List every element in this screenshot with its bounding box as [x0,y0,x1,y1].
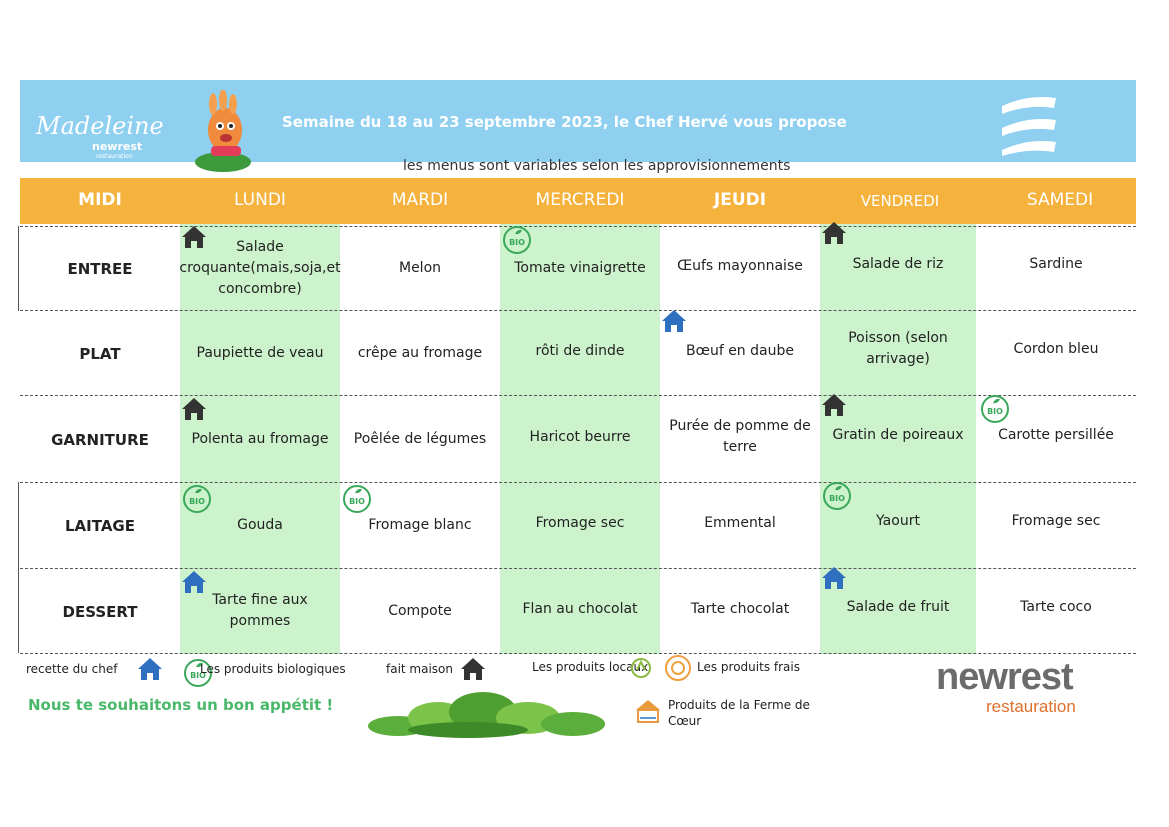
local-products-icon [630,656,652,680]
newrest-small-sub: restauration [96,153,133,160]
menu-cell: Fromage sec [1011,512,1101,529]
house-blue-icon [821,565,847,591]
svg-text:BIO: BIO [349,497,365,506]
menu-cell: Compote [388,602,452,619]
menu-cell: Tarte chocolat [690,600,790,617]
newrest-small-logo: newrest [92,140,143,153]
menu-cell: Haricot beurre [529,428,631,445]
day-header-row [20,178,1136,224]
house-blue-icon [661,308,687,334]
farm-icon [633,696,663,726]
row-label-laitage: LAITAGE [65,517,135,535]
header-day: LUNDI [234,190,286,210]
menu-cell: Polenta au fromage [191,430,329,447]
left-border [18,482,19,653]
legend-chef-label: recette du chef [26,662,118,676]
menu-cell: Gratin de poireaux [832,426,964,443]
menu-cell: Poisson (selon arrivage) [848,330,948,367]
menu-cell: Poêlée de légumes [353,430,487,447]
menu-cell: Paupiette de veau [196,344,324,361]
menu-cell: Flan au chocolat [522,600,638,617]
menu-cell: Salade de riz [852,255,944,272]
header-day: MARDI [391,190,449,210]
house-dark-icon [181,396,207,422]
svg-text:BIO: BIO [190,671,206,680]
menu-cell: Purée de pomme de terre [669,418,811,455]
menu-cell: Tarte coco [1020,598,1092,615]
row-label-garniture: GARNITURE [51,431,149,449]
header-day: JEUDI [713,190,767,210]
svg-text:BIO: BIO [189,497,205,506]
house-blue-icon [181,569,207,595]
legend-locaux-label: Les produits locaux [532,660,649,674]
row-divider [20,653,1136,654]
svg-text:BIO: BIO [987,407,1003,416]
house-dark-icon [460,656,486,682]
menu-cell: Bœuf en daube [686,342,794,359]
fresh-products-icon [664,652,692,684]
row-label-dessert: DESSERT [62,603,138,621]
legend-ferme-label: Produits de la Ferme de Cœur [668,698,810,728]
leaves-decoration [368,690,608,738]
menu-cell: Fromage sec [535,514,625,531]
header-day: VENDREDI [860,192,940,210]
menu-cell: Tarte fine aux pommes [212,592,308,629]
supply-note: les menus sont variables selon les approvisionnements [403,158,791,174]
house-dark-icon [181,224,207,250]
menu-cell: Tomate vinaigrette [514,259,646,276]
left-border [18,226,19,311]
menu-cell: Fromage blanc [368,516,472,533]
header-corner: MIDI [78,190,122,210]
menu-cell: Gouda [237,516,283,533]
bio-icon [182,484,212,514]
bio-icon [502,225,532,255]
row-label-entree: ENTREE [67,260,133,278]
header-day: MERCREDI [535,190,625,210]
svg-text:BIO: BIO [829,494,845,503]
legend-bio-label: Les produits biologiques [200,662,346,676]
row-label-plat: PLAT [79,345,121,363]
banner-title: Semaine du 18 au 23 septembre 2023, le Chef Hervé vous propose [282,113,847,131]
bio-icon [342,484,372,514]
menu-cell: Sardine [1029,255,1083,272]
menu-cell: Salade de fruit [846,598,950,615]
menu-cell: Œufs mayonnaise [677,257,803,274]
bio-icon [980,394,1010,424]
row-divider [20,482,1136,483]
menu-cell: Emmental [704,514,776,531]
svg-text:BIO: BIO [509,238,525,247]
menu-cell: Yaourt [876,512,920,529]
menu-cell: Carotte persillée [998,426,1114,443]
newrest-logo: newrest [936,656,1073,698]
menu-cell: rôti de dinde [535,342,625,359]
house-dark-icon [821,392,847,418]
menu-cell: Salade croquante(mais,soja,et concombre) [179,238,341,297]
menu-cell: Melon [398,259,442,276]
house-blue-icon [137,656,163,682]
header-day: SAMEDI [1026,190,1094,210]
legend-frais-label: Les produits frais [697,660,800,674]
legend-maison-label: fait maison [386,662,454,676]
appetit-message: Nous te souhaitons un bon appétit ! [28,696,334,714]
house-dark-icon [821,220,847,246]
madeleine-logo: Madeleine [36,112,164,140]
newrest-restauration-label: restauration [986,697,1076,716]
mascot-image [185,90,265,175]
row-divider [20,310,1136,311]
menu-cell: Cordon bleu [1013,340,1099,357]
bio-icon [822,481,852,511]
menu-cell: crêpe au fromage [357,344,483,361]
brand-lines-icon [998,92,1060,156]
